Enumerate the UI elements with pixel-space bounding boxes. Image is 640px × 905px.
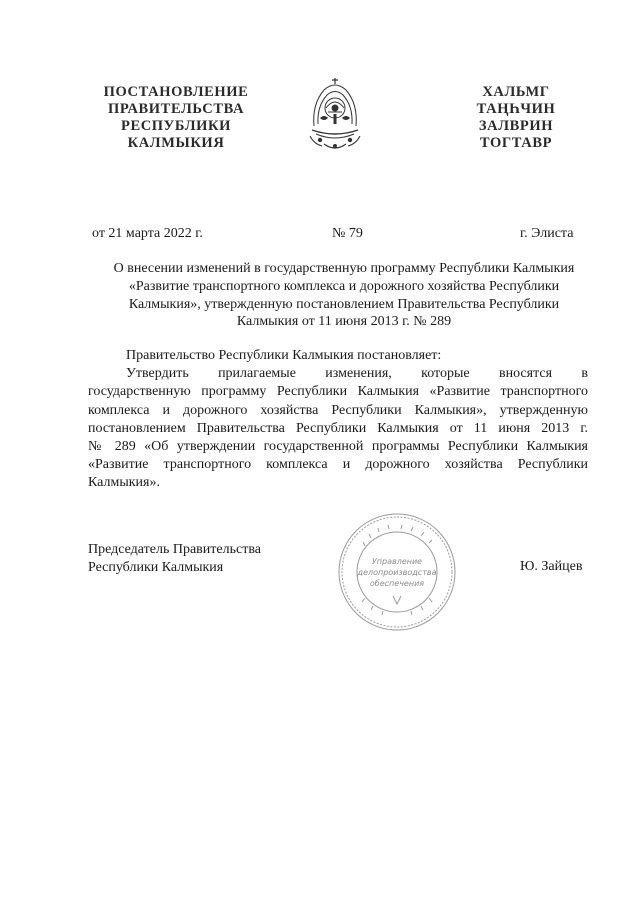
body-line: комплекса и дорожного хозяйства Республики Калмыкия», утвержденную xyxy=(88,402,588,418)
body-line: постановлением Правительства Республики Калмыкия от 11 июня 2013 г. xyxy=(88,420,588,436)
header-left-title xyxy=(88,84,264,152)
resolution-title xyxy=(84,260,604,331)
stamp-text-line: Управление xyxy=(371,557,423,566)
stamp-text-line: делопроизводства xyxy=(357,568,437,577)
signatory-position-line: Республики Калмыкия xyxy=(88,560,224,575)
title-line: Калмыкия», утвержденную постановлением Правительства Республики xyxy=(128,296,560,312)
signatory-name: Ю. Зайцев xyxy=(520,559,583,574)
header-left-line: ПРАВИТЕЛЬСТВА xyxy=(107,101,245,117)
signatory-position-line: Председатель Правительства xyxy=(88,542,261,557)
official-stamp-icon xyxy=(335,510,459,634)
header-left-line: КАЛМЫКИЯ xyxy=(127,135,225,151)
body-line: Правительство Республики Калмыкия постановляет: xyxy=(126,348,442,363)
title-line: «Развитие транспортного комплекса и дорожного хозяйства Республики xyxy=(128,278,560,294)
body-line: Калмыкия». xyxy=(88,475,160,491)
header-right-title xyxy=(455,84,577,152)
header-right-line: ТОГТАВР xyxy=(479,135,553,151)
header-left-line: РЕСПУБЛИКИ xyxy=(120,118,232,134)
body-line: «Развитие транспортного комплекса и дорожного хозяйства Республики xyxy=(88,457,588,473)
stamp-text-line: обеспечения xyxy=(369,579,425,588)
title-line: О внесении изменений в государственную программу Республики Калмыкия xyxy=(113,261,575,276)
header-right-line: ТАҢҺЧИН xyxy=(476,101,556,117)
resolution-date: от 21 марта 2022 г. xyxy=(92,226,203,241)
resolution-city: г. Элиста xyxy=(520,226,574,241)
body-line: государственную программу Республики Калмыкия «Развитие транспортного xyxy=(88,384,588,400)
kalmykia-emblem-icon xyxy=(304,74,366,154)
resolution-body xyxy=(88,347,588,493)
header-right-line: ЗАЛВРИН xyxy=(478,118,554,134)
body-line: № 289 «Об утверждении государственной программы Республики Калмыкия xyxy=(88,439,588,455)
header-right-line: ХАЛЬМГ xyxy=(482,84,550,100)
body-line: Утвердить прилагаемые изменения, которые вносятся в xyxy=(126,366,588,382)
title-line: Калмыкия от 11 июня 2013 г. № 289 xyxy=(236,314,452,330)
signatory-position xyxy=(88,541,261,577)
header-left-line: ПОСТАНОВЛЕНИЕ xyxy=(103,84,249,100)
resolution-number: № 79 xyxy=(332,226,363,241)
